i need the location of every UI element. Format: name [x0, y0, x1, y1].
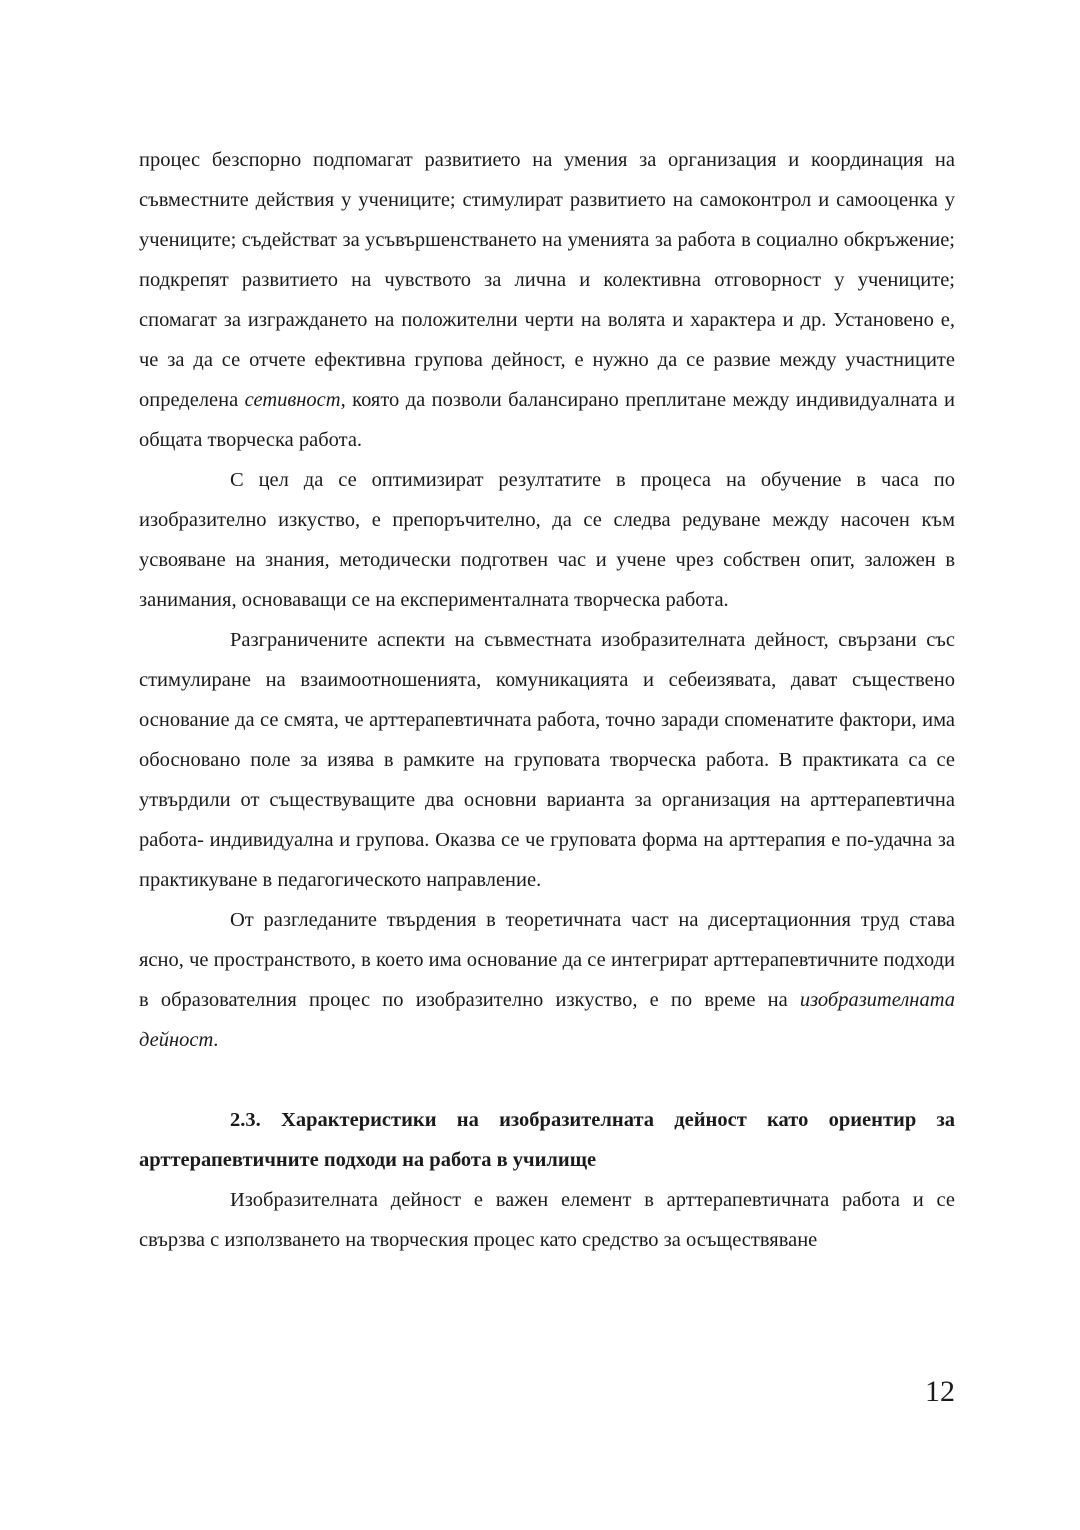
document-page [139, 140, 955, 1260]
paragraph-art-therapy-aspects: Разграничените аспекти на съвместната изобразителната дейност, свързани със стимулиране на взаимоотношенията, комуникацията и себеизявата, дават съществено основание да се смята, че арттерапевтичната работа, точно заради споменатите фактори, има обосновано поле за изява в рамките на груповата творческа работа. В практиката са се утвърдили от съществуващите два основни варианта за организация на арттерапевтична работа- индивидуална и групова. Оказва се че груповата форма на арттерапия е по-удачна за практикуване в педагогическото направление. [139, 629, 955, 891]
paragraph-conclusion-text-end: . [213, 1029, 219, 1051]
paragraph-conclusion-text: От разгледаните твърдения в теоретичната част на дисертационния труд става ясно, че пространството, в което има основание да се интегрират арттерапевтичните подходи в образователния процес по изобразително изкуство, е по време на [139, 909, 955, 1011]
emphasis-sensitivity: сетивност [244, 389, 341, 411]
paragraph-optimization: С цел да се оптимизират резултатите в процеса на обучение в часа по изобразително изкуство, е препоръчително, да се следва редуване между насочен към усвояване на знания, методически подготвен час и учене чрез собствен опит, заложен в занимания, основаващи се на експерименталната творческа работа. [139, 469, 955, 611]
paragraph-conclusion [139, 900, 955, 1060]
paragraph-group-work-text: процес безспорно подпомагат развитието на умения за организация и координация на съвместните действия у учениците; стимулират развитието на самоконтрол и самооценка у учениците; съдействат за усъвършенстването на уменията за работа в социално обкръжение; подкрепят развитието на чувството за лична и колективна отговорност у учениците; спомагат за изграждането на положителни черти на волята и характера и др. Установено е, че за да се отчете ефективна групова дейност, е нужно да се развие между участниците определена [139, 149, 955, 411]
page-number: 12 [925, 1375, 955, 1408]
section-paragraph: Изобразителната дейност е важен елемент в арттерапевтичната работа и се свързва с използването на творческия процес като средство за осъществяване [139, 1189, 955, 1251]
section-heading: 2.3. Характеристики на изобразителната дейност като ориентир за арттерапевтичните подходи на работа в училище [139, 1109, 955, 1171]
paragraph-group-work [139, 140, 955, 460]
emphasis-visual-activity: изобразителната дейност [139, 989, 955, 1051]
paragraph-group-work-text-end: , която да позволи балансирано преплитане между индивидуалната и общата творческа работа. [139, 389, 955, 451]
